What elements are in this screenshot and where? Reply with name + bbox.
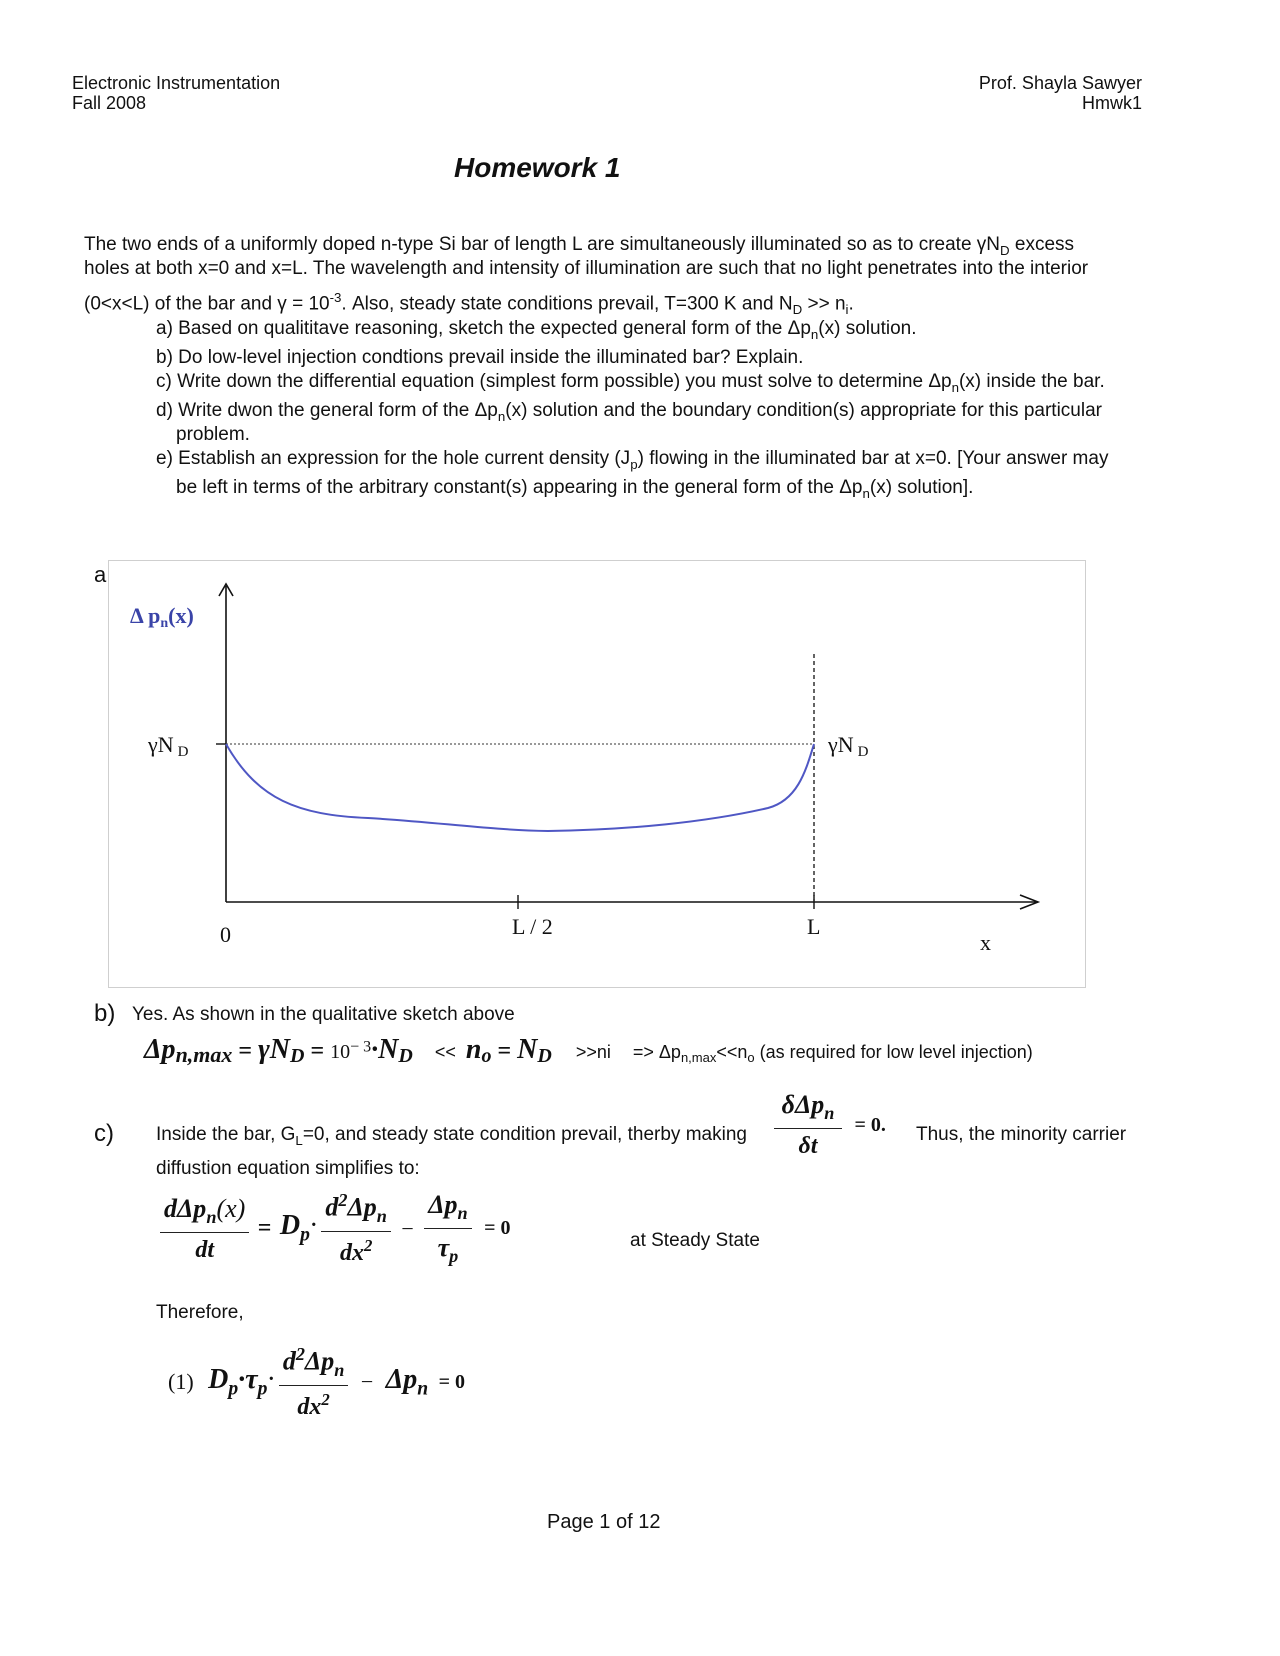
eq1-equals: = <box>257 1215 272 1242</box>
dpn-arg: (x) <box>505 400 528 421</box>
eq-equals: = <box>232 1038 259 1064</box>
answer-c-text-1 <box>156 1124 747 1148</box>
answer-b-equation <box>144 1034 1033 1068</box>
eq-sub: o <box>481 1045 492 1068</box>
item-e-cont <box>176 475 973 506</box>
item-text: a) Based on qualititave reasoning, sketch the expected general form of the <box>156 318 788 339</box>
answer-c-label: c) <box>94 1120 114 1147</box>
steady-state-note: at Steady State <box>630 1230 760 1251</box>
eq-exp: − 3 <box>350 1038 372 1056</box>
subscript: i <box>845 302 849 318</box>
problem-text: >> n <box>802 293 846 315</box>
eq1-n2 <box>321 1190 391 1231</box>
eq1-D-text: D <box>279 1210 301 1242</box>
therefore-text: Therefore, <box>156 1302 244 1323</box>
dpn-symbol: Δp <box>839 477 863 498</box>
eq2-d <box>279 1385 349 1421</box>
eq2-coef: $D_p\cdot\tau_p\cdot$ <box>208 1364 275 1400</box>
eq1-n2-dp: Δp <box>347 1192 377 1222</box>
text: Inside the bar, G <box>156 1124 296 1145</box>
subscript: n <box>417 1378 429 1400</box>
partial-num <box>774 1090 842 1128</box>
dpn-symbol: Δp <box>474 400 498 421</box>
eq-dpn: Δp <box>144 1034 176 1065</box>
eq1-d3 <box>424 1228 471 1267</box>
eq2-n <box>279 1344 349 1385</box>
tick-label-half: L / 2 <box>512 914 553 939</box>
subscript: p <box>228 1378 239 1400</box>
eq2-minus: − <box>360 1369 374 1395</box>
answer-a-label: a <box>94 562 107 587</box>
item-c <box>156 369 1105 400</box>
page-word: Page <box>547 1511 594 1533</box>
item-text: d) Write dwon the general form of the <box>156 400 475 421</box>
page-of: of <box>615 1511 633 1533</box>
problem-text: . Also, steady state conditions prevail, T=300 K and N <box>341 293 793 315</box>
subscript: n <box>810 326 819 342</box>
problem-text: . <box>848 293 854 315</box>
level-sub: D <box>177 744 189 760</box>
level-sub: D <box>857 744 869 760</box>
item-text: ) flowing in the illuminated bar at x=0. [Your answer may <box>637 448 1109 469</box>
eq-sub: D <box>537 1045 552 1068</box>
subscript: p <box>257 1378 268 1400</box>
nd-sub: D <box>1000 242 1010 258</box>
eq-no: n <box>465 1034 482 1065</box>
page-number: 1 <box>599 1511 611 1533</box>
level-gamma: γN <box>828 732 854 757</box>
item-text: solution. <box>840 318 917 339</box>
item-e <box>156 446 1108 477</box>
eq1-n3 <box>424 1190 471 1228</box>
eq1-num <box>160 1194 249 1232</box>
eq1-minus: − <box>401 1215 414 1241</box>
partial-fraction <box>774 1090 842 1160</box>
subscript: p <box>630 456 638 472</box>
partial-num-text: δΔp <box>781 1090 825 1119</box>
nd-symbol: N <box>986 234 1001 255</box>
subscript: n <box>334 1359 345 1380</box>
item-text: be left in terms of the arbitrary constant(s) appearing in the general form of the <box>176 477 840 498</box>
eq2-D: D <box>208 1364 229 1396</box>
superscript: 2 <box>321 1389 330 1409</box>
item-text: solution and the boundary condition(s) appropriate for this particular <box>527 400 1102 421</box>
answer-b-text: Yes. As shown in the qualitative sketch above <box>132 1004 515 1025</box>
subscript: L <box>295 1132 303 1148</box>
dpn-arg: (x) <box>818 318 841 339</box>
course-name: Electronic Instrumentation <box>72 73 281 93</box>
eq1-zero: = 0 <box>484 1217 511 1240</box>
eq1-n2-d: d <box>325 1192 339 1222</box>
y-label-delta: Δ p <box>130 603 161 628</box>
answer-c-text-2: diffustion equation simplifies to: <box>156 1158 420 1179</box>
subscript: n <box>206 1206 217 1227</box>
subscript: n <box>457 1203 468 1224</box>
eq2-tau: ·τ <box>238 1364 258 1396</box>
problem-line-2: holes at both x=0 and x=L. The wavelength and intensity of illumination are such that no light penetrates into the interior <box>84 258 1089 279</box>
eq1-frac-2 <box>321 1190 391 1267</box>
partial-den: δt <box>774 1128 842 1160</box>
page-footer <box>547 1511 660 1534</box>
eq1-den: dt <box>160 1232 249 1264</box>
eq-ll: << <box>434 1042 456 1062</box>
eq2-n-d: d <box>282 1346 296 1376</box>
item-d <box>156 398 1102 429</box>
eq-gamma-nd: γN <box>258 1034 290 1065</box>
eq-sub: n,max <box>175 1042 233 1068</box>
eq-sub: D <box>289 1045 305 1068</box>
eq1-n3-text: Δp <box>428 1190 458 1219</box>
eq-nd: ·N <box>371 1034 399 1065</box>
problem-text: = 10 <box>286 293 330 315</box>
problem-text: The two ends of a uniformly doped n-type Si bar of length L are simultaneously illuminated so as to create <box>84 234 977 255</box>
eq-equals: = <box>304 1038 331 1064</box>
eq2-number: (1) <box>168 1369 194 1395</box>
eq1-num-text: dΔp <box>164 1193 207 1223</box>
eq-equals: = <box>491 1038 518 1064</box>
dpn-symbol: Δp <box>787 318 811 339</box>
item-d-cont: problem. <box>176 424 250 445</box>
item-text: e) Establish an expression for the hole current density (J <box>156 448 631 469</box>
page-title: Homework 1 <box>454 152 621 183</box>
subscript: p <box>449 1246 459 1267</box>
eq1-num-x: (x) <box>216 1193 246 1223</box>
eq-tail: (as required for low level injection) <box>754 1042 1033 1062</box>
subscript: n <box>497 408 506 424</box>
item-text: inside the bar. <box>981 371 1105 392</box>
superscript: 2 <box>363 1236 373 1256</box>
y-label-x: (x) <box>168 603 194 628</box>
eq-tail: <<n <box>716 1042 748 1062</box>
superscript: 2 <box>295 1344 305 1364</box>
partial-derivative <box>774 1090 886 1160</box>
partial-eq: = 0. <box>854 1113 886 1136</box>
subscript: p <box>300 1224 310 1246</box>
eq1-d3-text: τ <box>437 1233 450 1263</box>
professor-name: Prof. Shayla Sawyer <box>978 73 1142 93</box>
eq-sub: n,max <box>680 1050 717 1066</box>
sketch-figure <box>108 560 1086 988</box>
superscript: 2 <box>338 1190 348 1211</box>
subscript: D <box>792 302 803 318</box>
item-text: c) Write down the differential equation (simplest form possible) you must solve to determine <box>156 371 929 392</box>
gamma-symbol: γ <box>277 293 287 315</box>
eq2-t: Δp <box>385 1364 418 1396</box>
subscript: n <box>951 379 959 395</box>
level-gamma: γN <box>148 732 174 757</box>
subscript: n <box>824 1103 835 1124</box>
item-b: b) Do low-level injection condtions prevail inside the illuminated bar? Explain. <box>156 347 804 368</box>
item-text: solution]. <box>892 477 974 498</box>
eq2-zero: = 0 <box>438 1370 466 1393</box>
x-axis-label: x <box>980 930 991 955</box>
eq1-d2-text: dx <box>339 1240 364 1267</box>
eq1-frac-lhs <box>160 1194 249 1264</box>
gamma-symbol: γ <box>976 234 987 255</box>
eq2-d-text: dx <box>297 1393 322 1420</box>
eq1-d2 <box>321 1231 391 1267</box>
dpn-arg: (x) <box>869 477 893 498</box>
subscript: n <box>862 485 870 501</box>
term: Fall 2008 <box>72 93 147 113</box>
eq-tail: >>ni <box>575 1042 611 1062</box>
y-label-sub: n <box>160 616 169 631</box>
eq-sub: o <box>747 1050 755 1066</box>
eq2-frac <box>279 1344 349 1421</box>
figure-frame <box>109 561 1086 988</box>
problem-text: excess <box>1009 234 1075 255</box>
eq-nd: N <box>517 1034 538 1065</box>
dpn-arg: (x) <box>958 371 982 392</box>
tick-label-0: 0 <box>220 922 231 947</box>
equation-1 <box>168 1344 465 1421</box>
exponent: -3 <box>329 290 342 305</box>
dpn-symbol: Δp <box>928 371 952 392</box>
eq2-term <box>385 1364 429 1400</box>
subscript: n <box>376 1206 387 1227</box>
eq1-frac-3 <box>424 1190 471 1267</box>
text: =0, and steady state condition prevail, therby making <box>302 1124 747 1145</box>
eq-tail: => Δp <box>632 1042 681 1062</box>
eq2-n-dp: Δp <box>304 1346 335 1376</box>
answer-b-label: b) <box>94 1000 116 1027</box>
tick-label-L: L <box>807 914 821 939</box>
item-a <box>156 316 917 347</box>
page-total: 12 <box>638 1511 661 1533</box>
problem-text: (0<x<L) of the bar and <box>84 293 278 315</box>
diffusion-equation <box>160 1190 511 1267</box>
eq-base: 10 <box>330 1041 351 1063</box>
eq-sub: D <box>398 1045 413 1068</box>
answer-c-text-1b: Thus, the minority carrier <box>916 1124 1127 1145</box>
eq1-D: $D_p\cdot$ <box>279 1210 317 1246</box>
document-id: Hmwk1 <box>1081 93 1142 113</box>
